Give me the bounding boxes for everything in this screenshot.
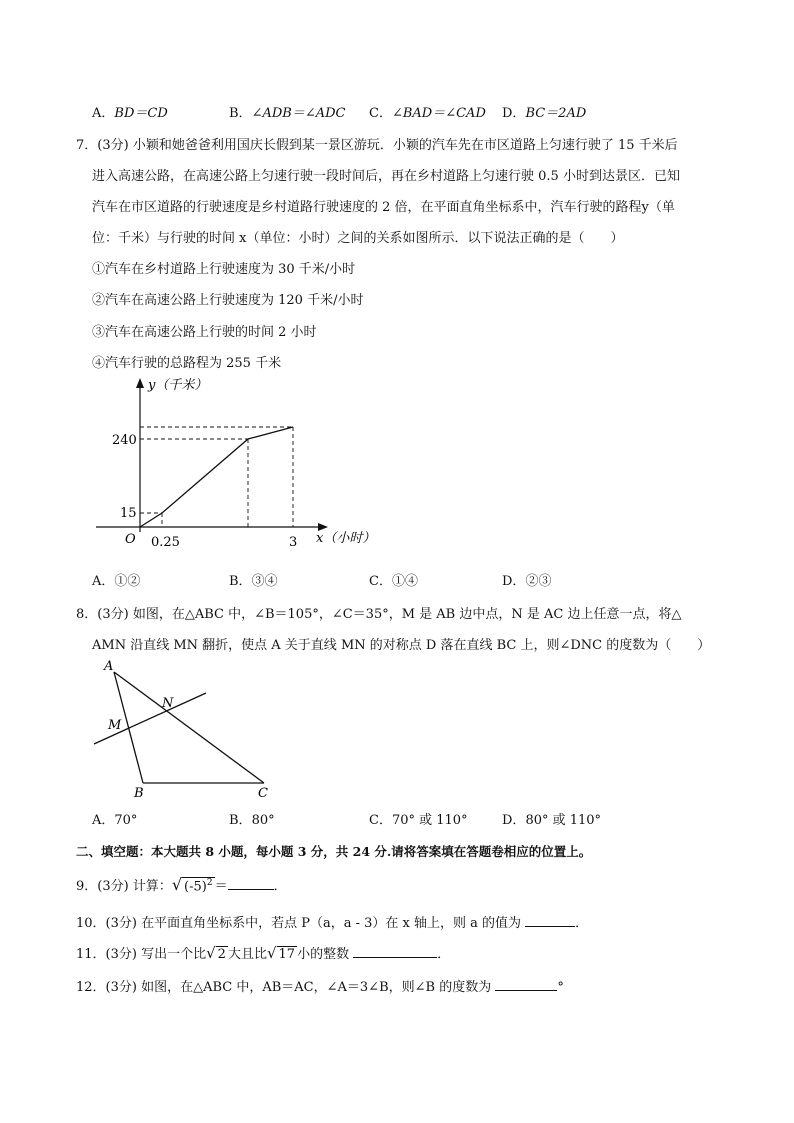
- q9: 9．(3分) 计算：√ $(-5)^2$ ＝ ．: [76, 875, 287, 894]
- y-axis-label: y（千米）: [148, 378, 208, 393]
- q7-option-d: D．②③: [502, 574, 552, 589]
- label-a: A: [104, 659, 114, 674]
- q6-option-a: A．BD＝CD: [92, 106, 168, 121]
- distance-line: [140, 427, 293, 527]
- q10: 10．(3分) 在平面直角坐标系中，若点 P（a，a - 3）在 x 轴上，则 a 的值为 ．: [76, 916, 589, 931]
- q12-answer-blank[interactable]: [495, 978, 557, 991]
- q7-option-b: B．③④: [229, 574, 278, 589]
- q11-answer-blank[interactable]: [353, 945, 437, 958]
- section-2-heading: 二、填空题：本大题共 8 小题，每小题 3 分，共 24 分.请将答案填在答题卷相应的位置上。: [76, 844, 592, 859]
- label-n: N: [162, 696, 174, 711]
- q6-option-b: B．∠ADB＝∠ADC: [229, 106, 346, 121]
- y-tick-15: 15: [120, 506, 137, 521]
- q8-option-d: D．80° 或 110°: [502, 813, 602, 828]
- q8-line-2: AMN 沿直线 MN 翻折，使点 A 关于直线 MN 的对称点 D 落在直线 BC 上，则∠DNC 的度数为（ ）: [92, 638, 711, 653]
- q7-line-2: 进入高速公路，在高速公路上匀速行驶一段时间后，再在乡村道路上匀速行驶 0.5 小时到达景区．已知: [92, 169, 680, 184]
- q8-option-c: C．70° 或 110°: [369, 813, 468, 828]
- q8-option-a: A．70°: [92, 813, 138, 828]
- q10-answer-blank[interactable]: [525, 914, 575, 927]
- q11: 11．(3分) 写出一个比√ 2 大且比√ 17 小的整数 ．: [76, 944, 451, 962]
- label-c: C: [258, 786, 268, 800]
- q6-option-c: C．∠BAD＝∠CAD: [369, 106, 486, 121]
- q7-line-3: 汽车在市区道路的行驶速度是乡村道路行驶速度的 2 倍，在平面直角坐标系中，汽车行驶的路程y（单: [92, 200, 675, 215]
- x-tick-3: 3: [289, 535, 298, 550]
- q7-statement-1: ①汽车在乡村道路上行驶速度为 30 千米/小时: [92, 262, 356, 277]
- q7-line-1: 7．(3分) 小颖和她爸爸利用国庆长假到某一景区游玩．小颖的汽车先在市区道路上匀速行驶了 15 千米后: [76, 138, 678, 153]
- q7-statement-4: ④汽车行驶的总路程为 255 千米: [92, 356, 282, 371]
- x-axis-label: x（小时）: [316, 531, 376, 546]
- y-tick-240: 240: [112, 433, 137, 448]
- q8-line-1: 8．(3分) 如图，在△ABC 中，∠B＝105°，∠C＝35°，M 是 AB 边中点，N 是 AC 边上任意一点，将△: [76, 607, 682, 622]
- q9-answer-blank[interactable]: [228, 877, 274, 890]
- x-axis-arrow-icon: [318, 523, 328, 531]
- q8-triangle-figure: [88, 655, 288, 800]
- side-ac: [114, 672, 264, 783]
- q6-option-d: D．BC＝2AD: [502, 106, 587, 121]
- y-axis-arrow-icon: [136, 378, 144, 388]
- q7-statement-3: ③汽车在高速公路上行驶的时间 2 小时: [92, 325, 317, 340]
- label-b: B: [134, 786, 144, 800]
- q8-option-b: B．80°: [229, 813, 275, 828]
- q7-statement-2: ②汽车在高速公路上行驶速度为 120 千米/小时: [92, 293, 364, 308]
- label-m: M: [108, 718, 122, 733]
- x-tick-025: 0.25: [151, 535, 180, 550]
- origin-label: O: [125, 532, 136, 547]
- q7-line-4: 位：千米）与行驶的时间 x（单位：小时）之间的关系如图所示．以下说法正确的是（ ）: [92, 231, 624, 246]
- q7-distance-time-graph: [90, 372, 390, 562]
- q7-option-c: C．①④: [369, 574, 418, 589]
- q12: 12．(3分) 如图，在△ABC 中，AB＝AC，∠A＝3∠B，则∠B 的度数为 °: [76, 980, 564, 995]
- q7-option-a: A．①②: [92, 574, 141, 589]
